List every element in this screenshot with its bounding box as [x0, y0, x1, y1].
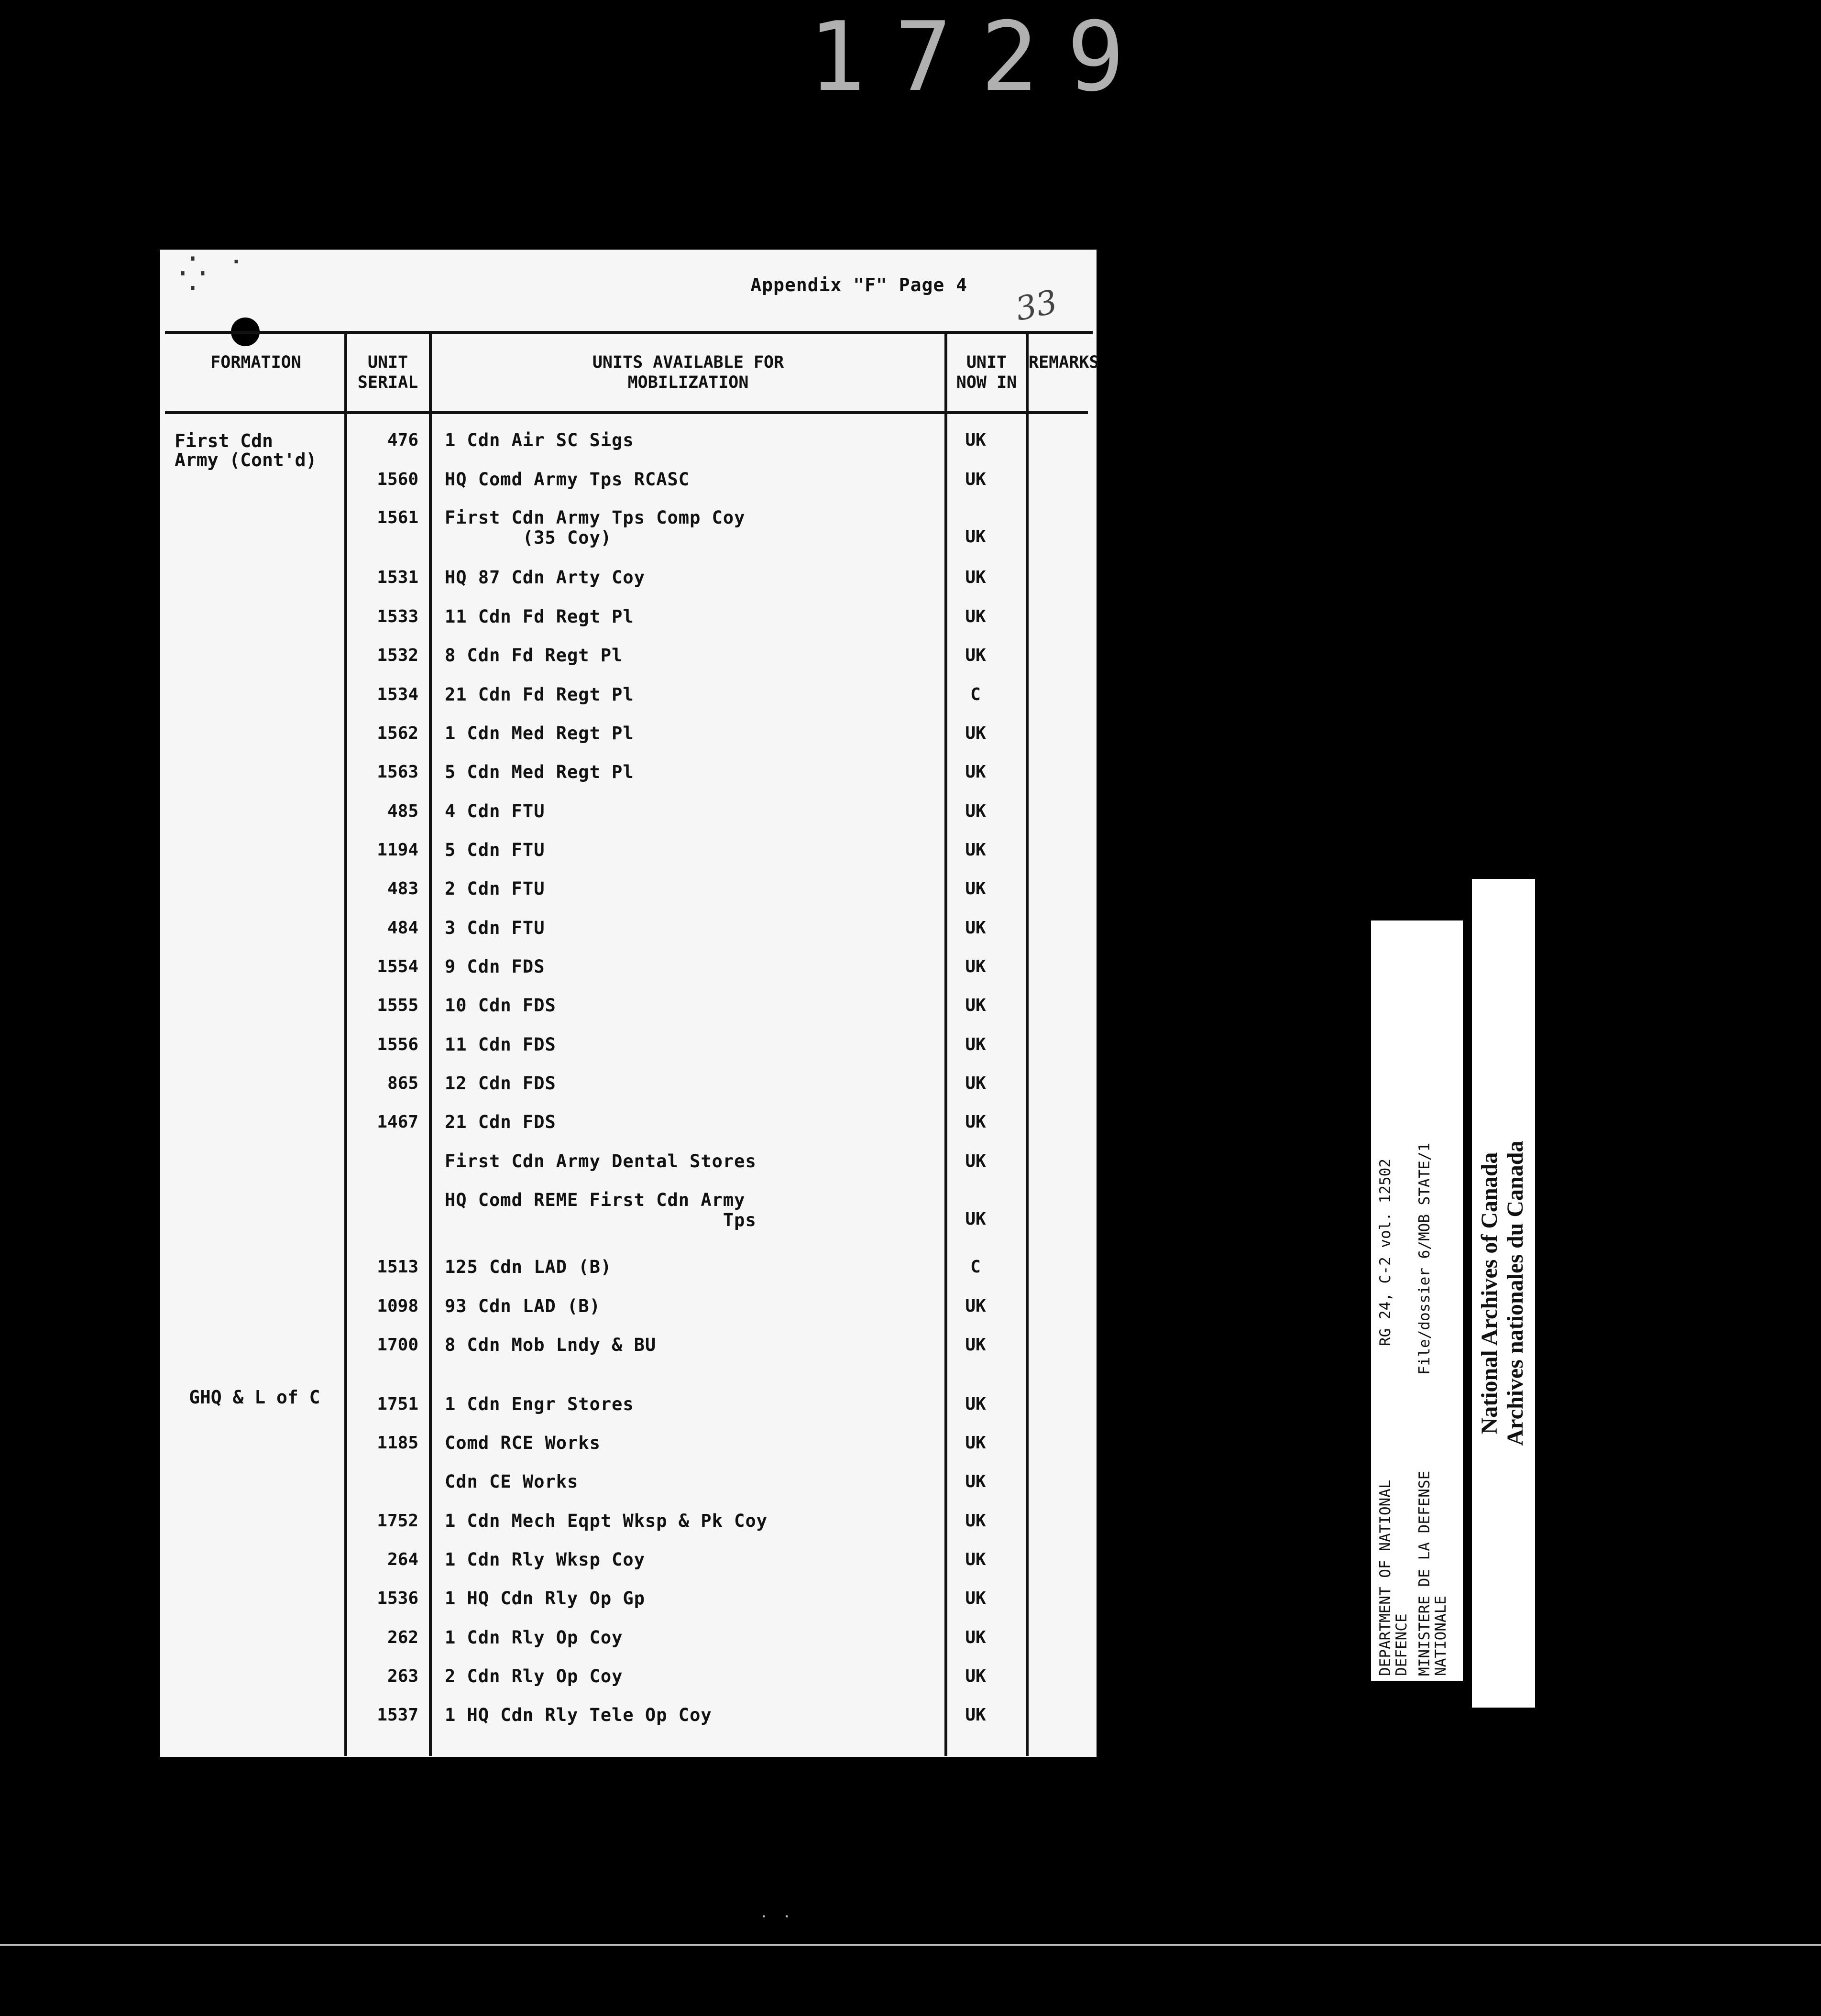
document-page — [160, 250, 1097, 1757]
unit-location-cell: UK — [965, 1074, 986, 1093]
unit-serial-cell: 1700 — [377, 1335, 418, 1355]
table-row — [160, 685, 1097, 723]
table-row — [160, 1296, 1097, 1335]
unit-name-cell: Cdn CE Works — [445, 1471, 579, 1492]
unit-serial-cell: 262 — [387, 1628, 418, 1647]
col-header-units-line1: UNITS AVAILABLE FOR — [592, 353, 784, 372]
col-header-serial-line2: SERIAL — [357, 373, 418, 392]
archive-reference-stamp — [1371, 920, 1463, 1681]
col-header-units-line2: MOBILIZATION — [627, 373, 749, 392]
unit-serial-cell: 1561 — [377, 508, 418, 527]
corner-marks: ⁛ ˙ — [179, 254, 247, 294]
table-row — [160, 1511, 1097, 1549]
unit-serial-cell: 476 — [387, 430, 418, 450]
unit-location-cell: UK — [965, 1151, 986, 1171]
unit-serial-cell: 1562 — [377, 723, 418, 743]
unit-serial-cell: 1563 — [377, 762, 418, 782]
col-header-units — [432, 352, 944, 393]
unit-name-cell: 1 Cdn Rly Wksp Coy — [445, 1549, 645, 1570]
table-row — [160, 723, 1097, 762]
unit-location-cell: UK — [965, 1335, 986, 1355]
stamp-dept-line: NATIONALE — [1432, 1596, 1449, 1676]
table-row — [160, 840, 1097, 878]
unit-location-cell: UK — [965, 801, 986, 821]
col-header-serial-line1: UNIT — [367, 353, 408, 372]
table-row — [160, 1472, 1097, 1510]
table-row — [160, 1705, 1097, 1743]
unit-location-cell: UK — [965, 996, 986, 1015]
unit-serial-cell: 1185 — [377, 1433, 418, 1453]
unit-location-cell: UK — [965, 607, 986, 626]
unit-serial-cell: 1536 — [377, 1589, 418, 1608]
unit-serial-cell: 1555 — [377, 996, 418, 1015]
unit-name-cell: 12 Cdn FDS — [445, 1073, 556, 1094]
table-row — [160, 996, 1097, 1034]
col-header-formation: FORMATION — [210, 353, 301, 372]
unit-location-cell: UK — [965, 1394, 986, 1414]
table-row — [160, 1074, 1097, 1112]
unit-name-cell: HQ 87 Cdn Arty Coy — [445, 567, 645, 588]
formation-line: First Cdn — [175, 430, 273, 451]
unit-name-cell: 11 Cdn FDS — [445, 1034, 556, 1055]
table-row — [160, 1035, 1097, 1073]
formation-line: Army (Cont'd) — [175, 449, 317, 471]
table-row — [160, 470, 1097, 508]
unit-serial-cell: 483 — [387, 879, 418, 898]
unit-name-cell: 93 Cdn LAD (B) — [445, 1296, 601, 1316]
table-top-rule — [165, 331, 1093, 334]
unit-location-cell: C — [970, 1257, 981, 1277]
unit-location-cell: C — [970, 685, 981, 704]
handwritten-page-number: 33 — [1012, 283, 1061, 329]
unit-name-cell: 11 Cdn Fd Regt Pl — [445, 606, 634, 627]
table-row — [160, 801, 1097, 840]
stamp-dept-line: DEFENCE — [1393, 1613, 1410, 1676]
table-row — [160, 1394, 1097, 1433]
unit-location-cell: UK — [965, 1112, 986, 1132]
unit-serial-cell: 1098 — [377, 1296, 418, 1316]
unit-name-cell: 1 Cdn Mech Eqpt Wksp & Pk Coy — [445, 1511, 768, 1531]
unit-serial-cell: 1537 — [377, 1705, 418, 1725]
table-row — [160, 762, 1097, 800]
col-header-now-in-line1: UNIT — [966, 353, 1007, 372]
unit-serial-cell: 1554 — [377, 957, 418, 976]
unit-location-cell: UK — [965, 1472, 986, 1491]
unit-name-cell: 2 Cdn Rly Op Coy — [445, 1666, 623, 1687]
unit-serial-cell: 1513 — [377, 1257, 418, 1277]
unit-location-cell: UK — [965, 723, 986, 743]
table-row — [160, 568, 1097, 606]
unit-location-cell: UK — [965, 879, 986, 898]
unit-serial-cell: 1194 — [377, 840, 418, 860]
unit-serial-cell: 1467 — [377, 1112, 418, 1132]
unit-serial-cell: 1532 — [377, 646, 418, 665]
unit-location-cell: UK — [965, 1705, 986, 1725]
table-row — [160, 918, 1097, 956]
unit-location-cell: UK — [965, 1035, 986, 1054]
unit-name-cell: Comd RCE Works — [445, 1433, 601, 1453]
stamp-dept-line: DEPARTMENT OF NATIONAL — [1377, 1479, 1394, 1676]
unit-name-cell: 1 HQ Cdn Rly Op Gp — [445, 1588, 645, 1609]
table-row — [160, 1628, 1097, 1666]
unit-name-cell: 10 Cdn FDS — [445, 995, 556, 1016]
unit-serial-cell: 263 — [387, 1666, 418, 1686]
unit-serial-cell: 1751 — [377, 1394, 418, 1414]
unit-location-cell: UK — [965, 1209, 986, 1229]
unit-name-cell: 1 HQ Cdn Rly Tele Op Coy — [445, 1705, 712, 1725]
unit-location-cell: UK — [965, 957, 986, 976]
unit-serial-cell: 1556 — [377, 1035, 418, 1054]
unit-name-cell: 1 Cdn Engr Stores — [445, 1394, 634, 1414]
unit-location-cell: UK — [965, 1666, 986, 1686]
table-row — [160, 1666, 1097, 1705]
stamp-dept-line: MINISTERE DE LA DEFENSE — [1416, 1470, 1433, 1676]
archives-name-en: National Archives of Canada — [1477, 1152, 1502, 1435]
table-row — [160, 1190, 1097, 1228]
unit-name-cell: 1 Cdn Air SC Sigs — [445, 430, 634, 450]
unit-name-cell: 9 Cdn FDS — [445, 956, 545, 977]
unit-serial-cell: 1533 — [377, 607, 418, 626]
unit-name-cell: 2 Cdn FTU — [445, 878, 545, 899]
unit-serial-cell: 1560 — [377, 470, 418, 489]
unit-location-cell: UK — [965, 527, 986, 547]
unit-name-cell: 5 Cdn Med Regt Pl — [445, 762, 634, 782]
unit-location-cell: UK — [965, 470, 986, 489]
unit-name-cell: 125 Cdn LAD (B) — [445, 1257, 612, 1277]
unit-serial-cell: 1531 — [377, 568, 418, 587]
col-header-now-in — [947, 352, 1026, 393]
national-archives-label — [1472, 879, 1535, 1708]
unit-name-cell: HQ Comd Army Tps RCASC — [445, 469, 690, 490]
table-row — [160, 879, 1097, 917]
unit-name-cell: First Cdn Army Dental Stores — [445, 1151, 757, 1172]
unit-serial-cell: 1752 — [377, 1511, 418, 1531]
unit-location-cell: UK — [965, 1628, 986, 1647]
unit-serial-cell: 1534 — [377, 685, 418, 704]
unit-location-cell: UK — [965, 1589, 986, 1608]
unit-name-cell: 1 Cdn Rly Op Coy — [445, 1627, 623, 1648]
unit-location-cell: UK — [965, 1511, 986, 1531]
unit-name-cell: 3 Cdn FTU — [445, 918, 545, 938]
unit-location-cell: UK — [965, 1296, 986, 1316]
unit-location-cell: UK — [965, 1550, 986, 1569]
table-row — [160, 1433, 1097, 1471]
unit-name-cell: 21 Cdn FDS — [445, 1112, 556, 1132]
unit-location-cell: UK — [965, 840, 986, 860]
unit-name-cell: HQ Comd REME First Cdn Army Tps — [445, 1190, 757, 1230]
unit-location-cell: UK — [965, 1433, 986, 1453]
unit-name-cell: 21 Cdn Fd Regt Pl — [445, 684, 634, 705]
stamp-ref-line: File/dossier 6/MOB STATE/1 — [1416, 1142, 1433, 1375]
col-header-now-in-line2: NOW IN — [956, 373, 1017, 392]
table-row — [160, 1550, 1097, 1588]
microfilm-frame-number: 1729 — [808, 1, 1153, 113]
unit-location-cell: UK — [965, 646, 986, 665]
table-row — [160, 1257, 1097, 1295]
unit-serial-cell: 484 — [387, 918, 418, 938]
unit-name-cell: First Cdn Army Tps Comp Coy (35 Coy) — [445, 507, 746, 548]
unit-location-cell: UK — [965, 430, 986, 450]
archives-name-fr: Archives nationales du Canada — [1503, 1140, 1528, 1446]
table-header-rule — [165, 411, 1088, 414]
unit-name-cell: 1 Cdn Med Regt Pl — [445, 723, 634, 744]
unit-serial-cell: 485 — [387, 801, 418, 821]
col-header-remarks: REMARKS — [1029, 353, 1099, 372]
unit-name-cell: 5 Cdn FTU — [445, 840, 545, 860]
table-row — [160, 957, 1097, 995]
unit-location-cell: UK — [965, 762, 986, 782]
table-row — [160, 1589, 1097, 1627]
unit-name-cell: 8 Cdn Fd Regt Pl — [445, 645, 623, 666]
unit-name-cell: 4 Cdn FTU — [445, 801, 545, 822]
table-row — [160, 430, 1097, 469]
table-row — [160, 1112, 1097, 1150]
col-header-serial — [347, 352, 429, 393]
unit-serial-cell: 264 — [387, 1550, 418, 1569]
table-row — [160, 646, 1097, 684]
formation-line: GHQ & L of C — [189, 1387, 320, 1408]
film-marks: ˙ ˙ — [758, 1913, 793, 1935]
film-edge-line — [0, 1944, 1821, 1946]
unit-serial-cell: 865 — [387, 1074, 418, 1093]
table-row — [160, 1335, 1097, 1373]
appendix-page-reference: Appendix "F" Page 4 — [750, 274, 967, 296]
unit-name-cell: 8 Cdn Mob Lndy & BU — [445, 1335, 657, 1355]
unit-location-cell: UK — [965, 568, 986, 587]
table-row — [160, 1151, 1097, 1190]
unit-location-cell: UK — [965, 918, 986, 938]
table-row — [160, 607, 1097, 645]
stamp-ref-line: RG 24, C-2 vol. 12502 — [1377, 1159, 1394, 1346]
table-row — [160, 508, 1097, 546]
